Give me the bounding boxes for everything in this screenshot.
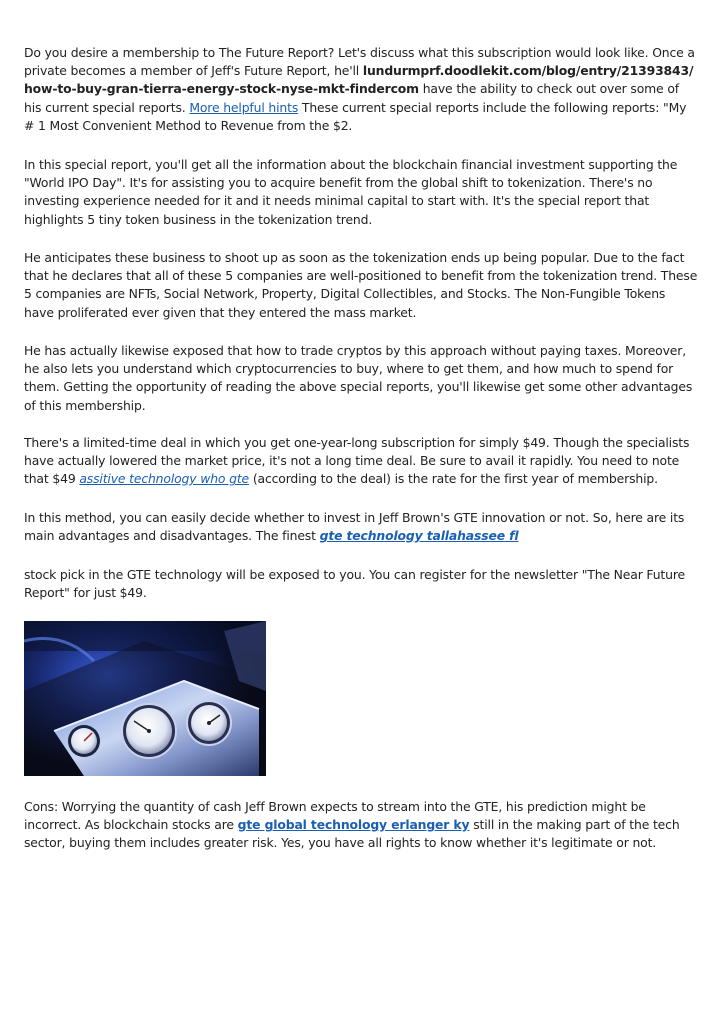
paragraph-decide (24, 509, 698, 545)
pressure-gauges-photo (24, 621, 266, 776)
paragraph-special-report: In this special report, you'll get all the information about the blockchain financial investment supporting the "World IPO Day". It's for assisting you to acquire benefit from the global shift to tokenization. There's no investing experience needed for it and it needs minimal capital to start with. It's the special report that highlights 5 tiny token business in the tokenization trend. (24, 157, 678, 227)
bold-url-text: lundurmprf.doodlekit.com/blog/entry/21393843/how-to-buy-gran-tierra-energy-stock-nyse-mkt-findercom (24, 63, 694, 97)
text: There's a limited-time deal in which you get one-year-long subscription for simply $49. Though the specialists have actually lowered the market price, it's not a long time deal. Be sure to avail it rapidly. You need to note that $49 (24, 435, 690, 487)
text: have the ability to check out over some of his current special reports. (24, 81, 679, 115)
gte-global-technology-link[interactable]: gte global technology erlanger ky (237, 817, 470, 833)
text: Do you desire a membership to The Future Report? Let's discuss what this subscription would look like. Once a private becomes a member of Jeff's Future Report, he'll (24, 45, 695, 79)
gauge-panel-illustration (24, 621, 266, 776)
assitive-technology-link[interactable]: assitive technology who gte (79, 471, 250, 487)
gte-technology-tallahassee-link[interactable]: gte technology tallahassee fl (319, 528, 519, 544)
text: In this method, you can easily decide whether to invest in Jeff Brown's GTE innovation or not. So, here are its main advantages and disadvantages. The finest (24, 510, 685, 544)
paragraph-deal (24, 434, 698, 489)
text: still in the making part of the tech sector, buying them includes greater risk. Yes, you have all rights to know whether it's legitimate or not. (24, 817, 680, 851)
paragraph-tokenization: He anticipates these business to shoot up as soon as the tokenization ends up being popular. Due to the fact that he declares that all of these 5 companies are well-positioned to benefit from the tokenization trend. These 5 companies are NFTs, Social Network, Property, Digital Collectibles, and Stocks. The Non-Fungible Tokens have proliferated ever given that they entered the mass market. (24, 250, 698, 320)
paragraph-intro (24, 44, 698, 135)
paragraph-cons (24, 798, 698, 853)
text: These current special reports include the following reports: "My # 1 Most Convenient Method to Revenue from the $2. (24, 99, 687, 133)
text: Cons: Worrying the quantity of cash Jeff Brown expects to stream into the GTE, his prediction might be incorrect. As blockchain stocks are (24, 799, 646, 833)
text: (according to the deal) is the rate for the first year of membership. (249, 471, 658, 487)
paragraph-crypto-taxes: He has actually likewise exposed that how to trade cryptos by this approach without paying taxes. Moreover, he also lets you understand which cryptocurrencies to buy, where to get them, and how much to spend for them. Getting the opportunity of reading the above special reports, you'll likewise get some other advantages of this membership. (24, 343, 693, 413)
paragraph-stock-pick: stock pick in the GTE technology will be exposed to you. You can register for the newsletter "The Near Future Report" for just $49. (24, 567, 685, 601)
more-helpful-hints-link[interactable]: More helpful hints (189, 99, 299, 115)
